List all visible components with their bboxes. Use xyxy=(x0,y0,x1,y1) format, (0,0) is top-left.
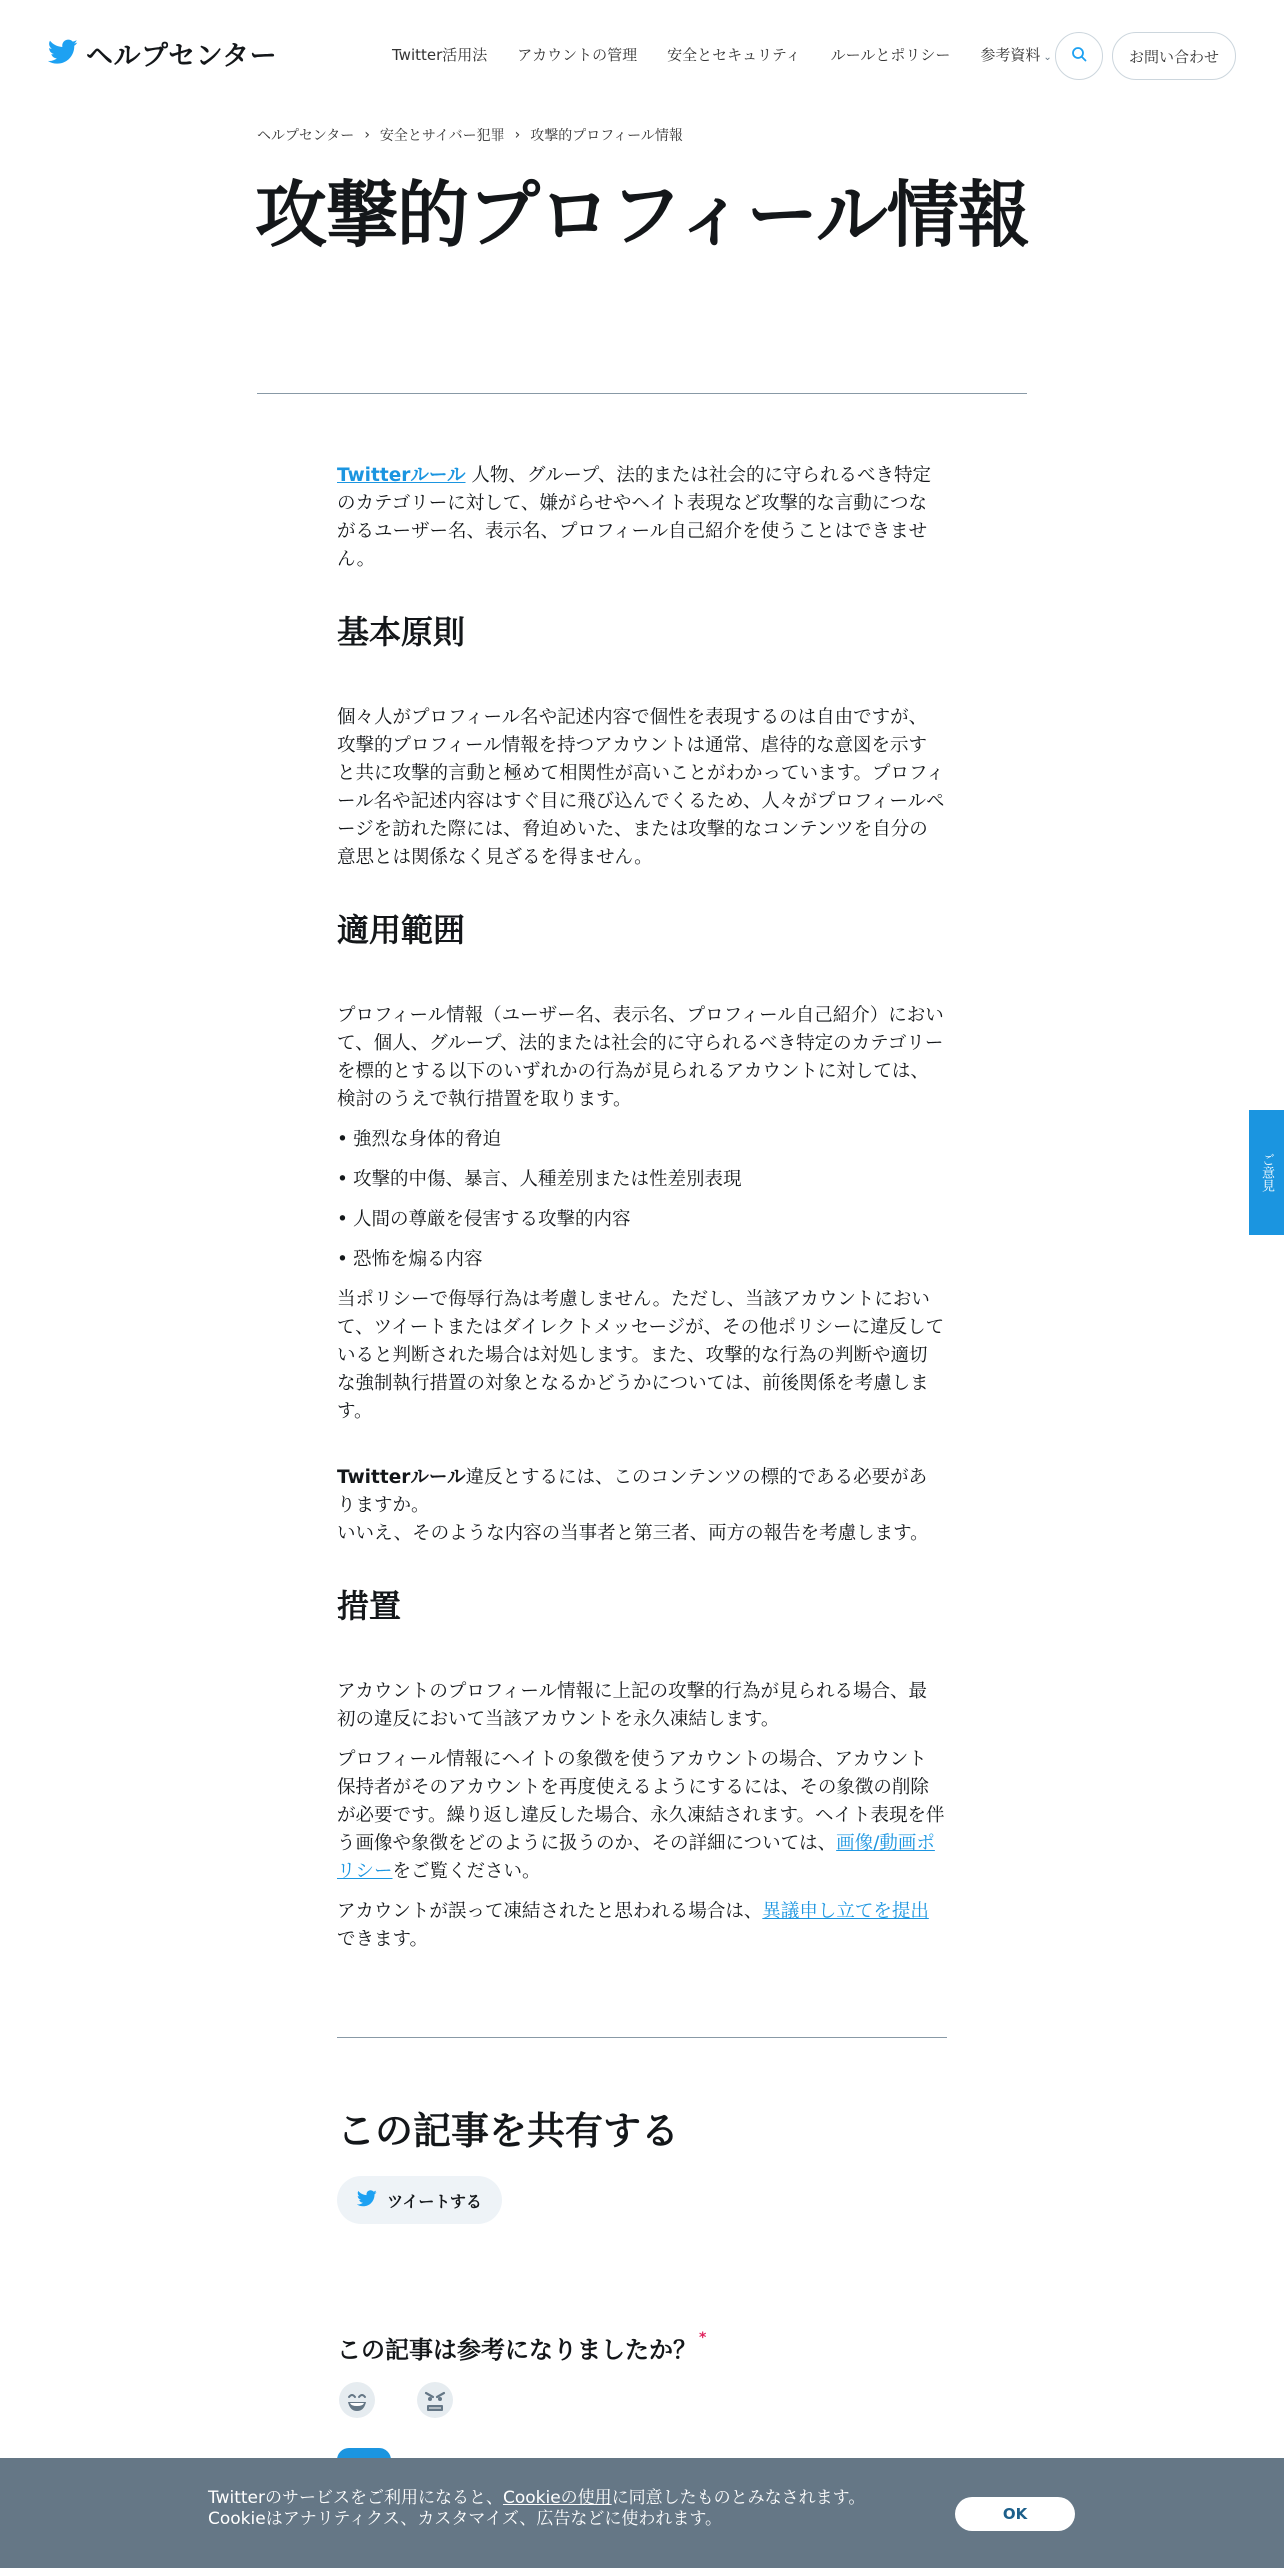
title-divider xyxy=(257,393,1027,394)
article-divider xyxy=(337,2037,947,2038)
heading-basic-principle: 基本原則 xyxy=(337,613,466,651)
cookie-ok-button[interactable]: OK xyxy=(955,2497,1075,2531)
scope-question-bold: Twitterルール xyxy=(337,1467,466,1488)
feedback-tab-label: ご意見 xyxy=(1259,1153,1274,1192)
cookie-line-1-b: に同意したものとみなされます。 xyxy=(611,2488,866,2508)
action-paragraph-3 xyxy=(337,1898,945,1954)
scope-question-text: 違反とするには、このコンテンツの標的である必要がありますか。 xyxy=(337,1467,928,1516)
breadcrumb xyxy=(257,125,683,145)
nav-item-resources[interactable] xyxy=(980,44,1051,65)
twitter-rules-link[interactable]: Twitterルール xyxy=(337,465,466,486)
nav-item-safety[interactable]: 安全とセキュリティ xyxy=(667,46,801,64)
cookie-policy-link[interactable]: Cookieの使用 xyxy=(502,2488,612,2508)
helpful-question xyxy=(337,2330,706,2365)
breadcrumb-item-current: 攻撃的プロフィール情報 xyxy=(530,128,683,144)
helpful-question-text: この記事は参考になりましたか？ xyxy=(337,2336,697,2364)
intro-paragraph xyxy=(337,462,945,574)
intro-text: 人物、グループ、法的または社会的に守られるべき特定のカテゴリーに対して、嫌がらせやヘイト表現など攻撃的な言動につながるユーザー名、表示名、プロフィール自己紹介を使うことはできません。 xyxy=(337,465,931,570)
scope-paragraph: プロフィール情報（ユーザー名、表示名、プロフィール自己紹介）において、個人、グループ、法的または社会的に守られるべき特定のカテゴリーを標的とする以下のいずれかの行為が見られるアカウントに対しては、検討のうえで執行措置を取ります。 xyxy=(337,1005,944,1110)
chevron-down-icon: ⌄ xyxy=(1043,52,1052,63)
happy-face-icon[interactable] xyxy=(338,2381,376,2419)
chevron-right-icon: › xyxy=(514,127,521,143)
twitter-bird-icon xyxy=(357,2190,377,2211)
twitter-bird-icon xyxy=(48,39,78,69)
cookie-line-1-a: Twitterのサービスをご利用になると、 xyxy=(208,2488,503,2508)
brand-link[interactable] xyxy=(48,34,277,73)
heading-action: 措置 xyxy=(337,1587,402,1625)
tweet-button[interactable] xyxy=(337,2176,502,2224)
nav-item-resources-label: 参考資料 xyxy=(980,46,1041,64)
contact-button[interactable]: お問い合わせ xyxy=(1112,32,1236,80)
action-p2-text: プロフィール情報にヘイトの象徴を使うアカウントの場合、アカウント保持者がそのアカウントを再度使えるようにするには、その象徴の削除が必要です。繰り返し違反した場合、永久凍結されます。ヘイト表現を伴う画像や象徴をどのように扱うのか、その詳細については、 xyxy=(337,1749,945,1854)
scope-question xyxy=(337,1464,945,1520)
heading-scope: 適用範囲 xyxy=(337,911,466,949)
breadcrumb-item-help-center[interactable]: ヘルプセンター xyxy=(257,128,355,144)
basic-paragraph: 個々人がプロフィール名や記述内容で個性を表現するのは自由ですが、攻撃的プロフィール情報を持つアカウントは通常、虐待的な意図を示すと共に攻撃的言動と極めて相関性が高いことがわかっています。プロフィール名や記述内容はすぐ目に飛び込んでくるため、人々がプロフィールページを訪れた際には、脅迫めいた、または攻撃的なコンテンツを自分の意思とは関係なく見ざるを得ません。 xyxy=(337,707,945,868)
list-item: • 人間の尊厳を侵害する攻撃的内容 xyxy=(337,1206,945,1234)
cookie-text xyxy=(208,2488,865,2530)
nav-item-rules[interactable]: ルールとポリシー xyxy=(830,46,951,64)
list-item: • 攻撃的中傷、暴言、人種差別または性差別表現 xyxy=(337,1166,945,1194)
action-paragraph-1: アカウントのプロフィール情報に上記の攻撃的行為が見られる場合、最初の違反において当該アカウントを永久凍結します。 xyxy=(337,1681,927,1730)
cookie-banner xyxy=(0,2458,1284,2568)
brand-name: ヘルプセンター xyxy=(86,41,278,72)
action-p3-text: アカウントが誤って凍結されたと思われる場合は、 xyxy=(337,1901,763,1922)
search-button[interactable] xyxy=(1055,32,1103,80)
nav-item-usage[interactable]: Twitter活用法 xyxy=(392,46,488,64)
angry-face-icon[interactable] xyxy=(416,2381,454,2419)
article-body xyxy=(337,460,945,1954)
chevron-right-icon: › xyxy=(364,127,370,143)
main-nav xyxy=(392,44,1052,65)
action-paragraph-2 xyxy=(337,1746,945,1886)
page-title: 攻撃的プロフィール情報 xyxy=(255,173,1029,257)
scope-answer: いいえ、そのような内容の当事者と第三者、両方の報告を考慮します。 xyxy=(337,1523,929,1544)
site-header xyxy=(0,0,1284,110)
cookie-line-2: Cookieはアナリティクス、カスタマイズ、広告などに使われます。 xyxy=(208,2509,722,2529)
share-heading: この記事を共有する xyxy=(337,2109,680,2153)
search-icon xyxy=(1071,46,1087,66)
list-item: • 恐怖を煽る内容 xyxy=(337,1246,945,1274)
action-p2-end: をご覧ください。 xyxy=(392,1861,541,1882)
scope-list xyxy=(337,1126,945,1274)
scope-note: 当ポリシーで侮辱行為は考慮しません。ただし、当該アカウントにおいて、ツイートまたはダイレクトメッセージが、その他ポリシーに違反していると判断された場合は対処します。また、攻撃的な行為の判断や適切な強制執行措置の対象となるかどうかについては、前後関係を考慮します。 xyxy=(337,1289,945,1422)
media-policy-link[interactable]: 画像/動画ポリシー xyxy=(337,1833,935,1882)
appeal-link[interactable]: 異議申し立てを提出 xyxy=(762,1901,929,1922)
feedback-tab[interactable] xyxy=(1249,1110,1284,1235)
tweet-button-label: ツイートする xyxy=(387,2191,482,2211)
nav-item-account[interactable]: アカウントの管理 xyxy=(517,46,638,64)
list-item: • 強烈な身体的脅迫 xyxy=(337,1126,945,1154)
breadcrumb-item-safety[interactable]: 安全とサイバー犯罪 xyxy=(379,128,505,144)
required-mark: * xyxy=(699,2330,707,2346)
cookie-line-1 xyxy=(208,2488,865,2509)
action-p3-end: できます。 xyxy=(337,1929,429,1950)
